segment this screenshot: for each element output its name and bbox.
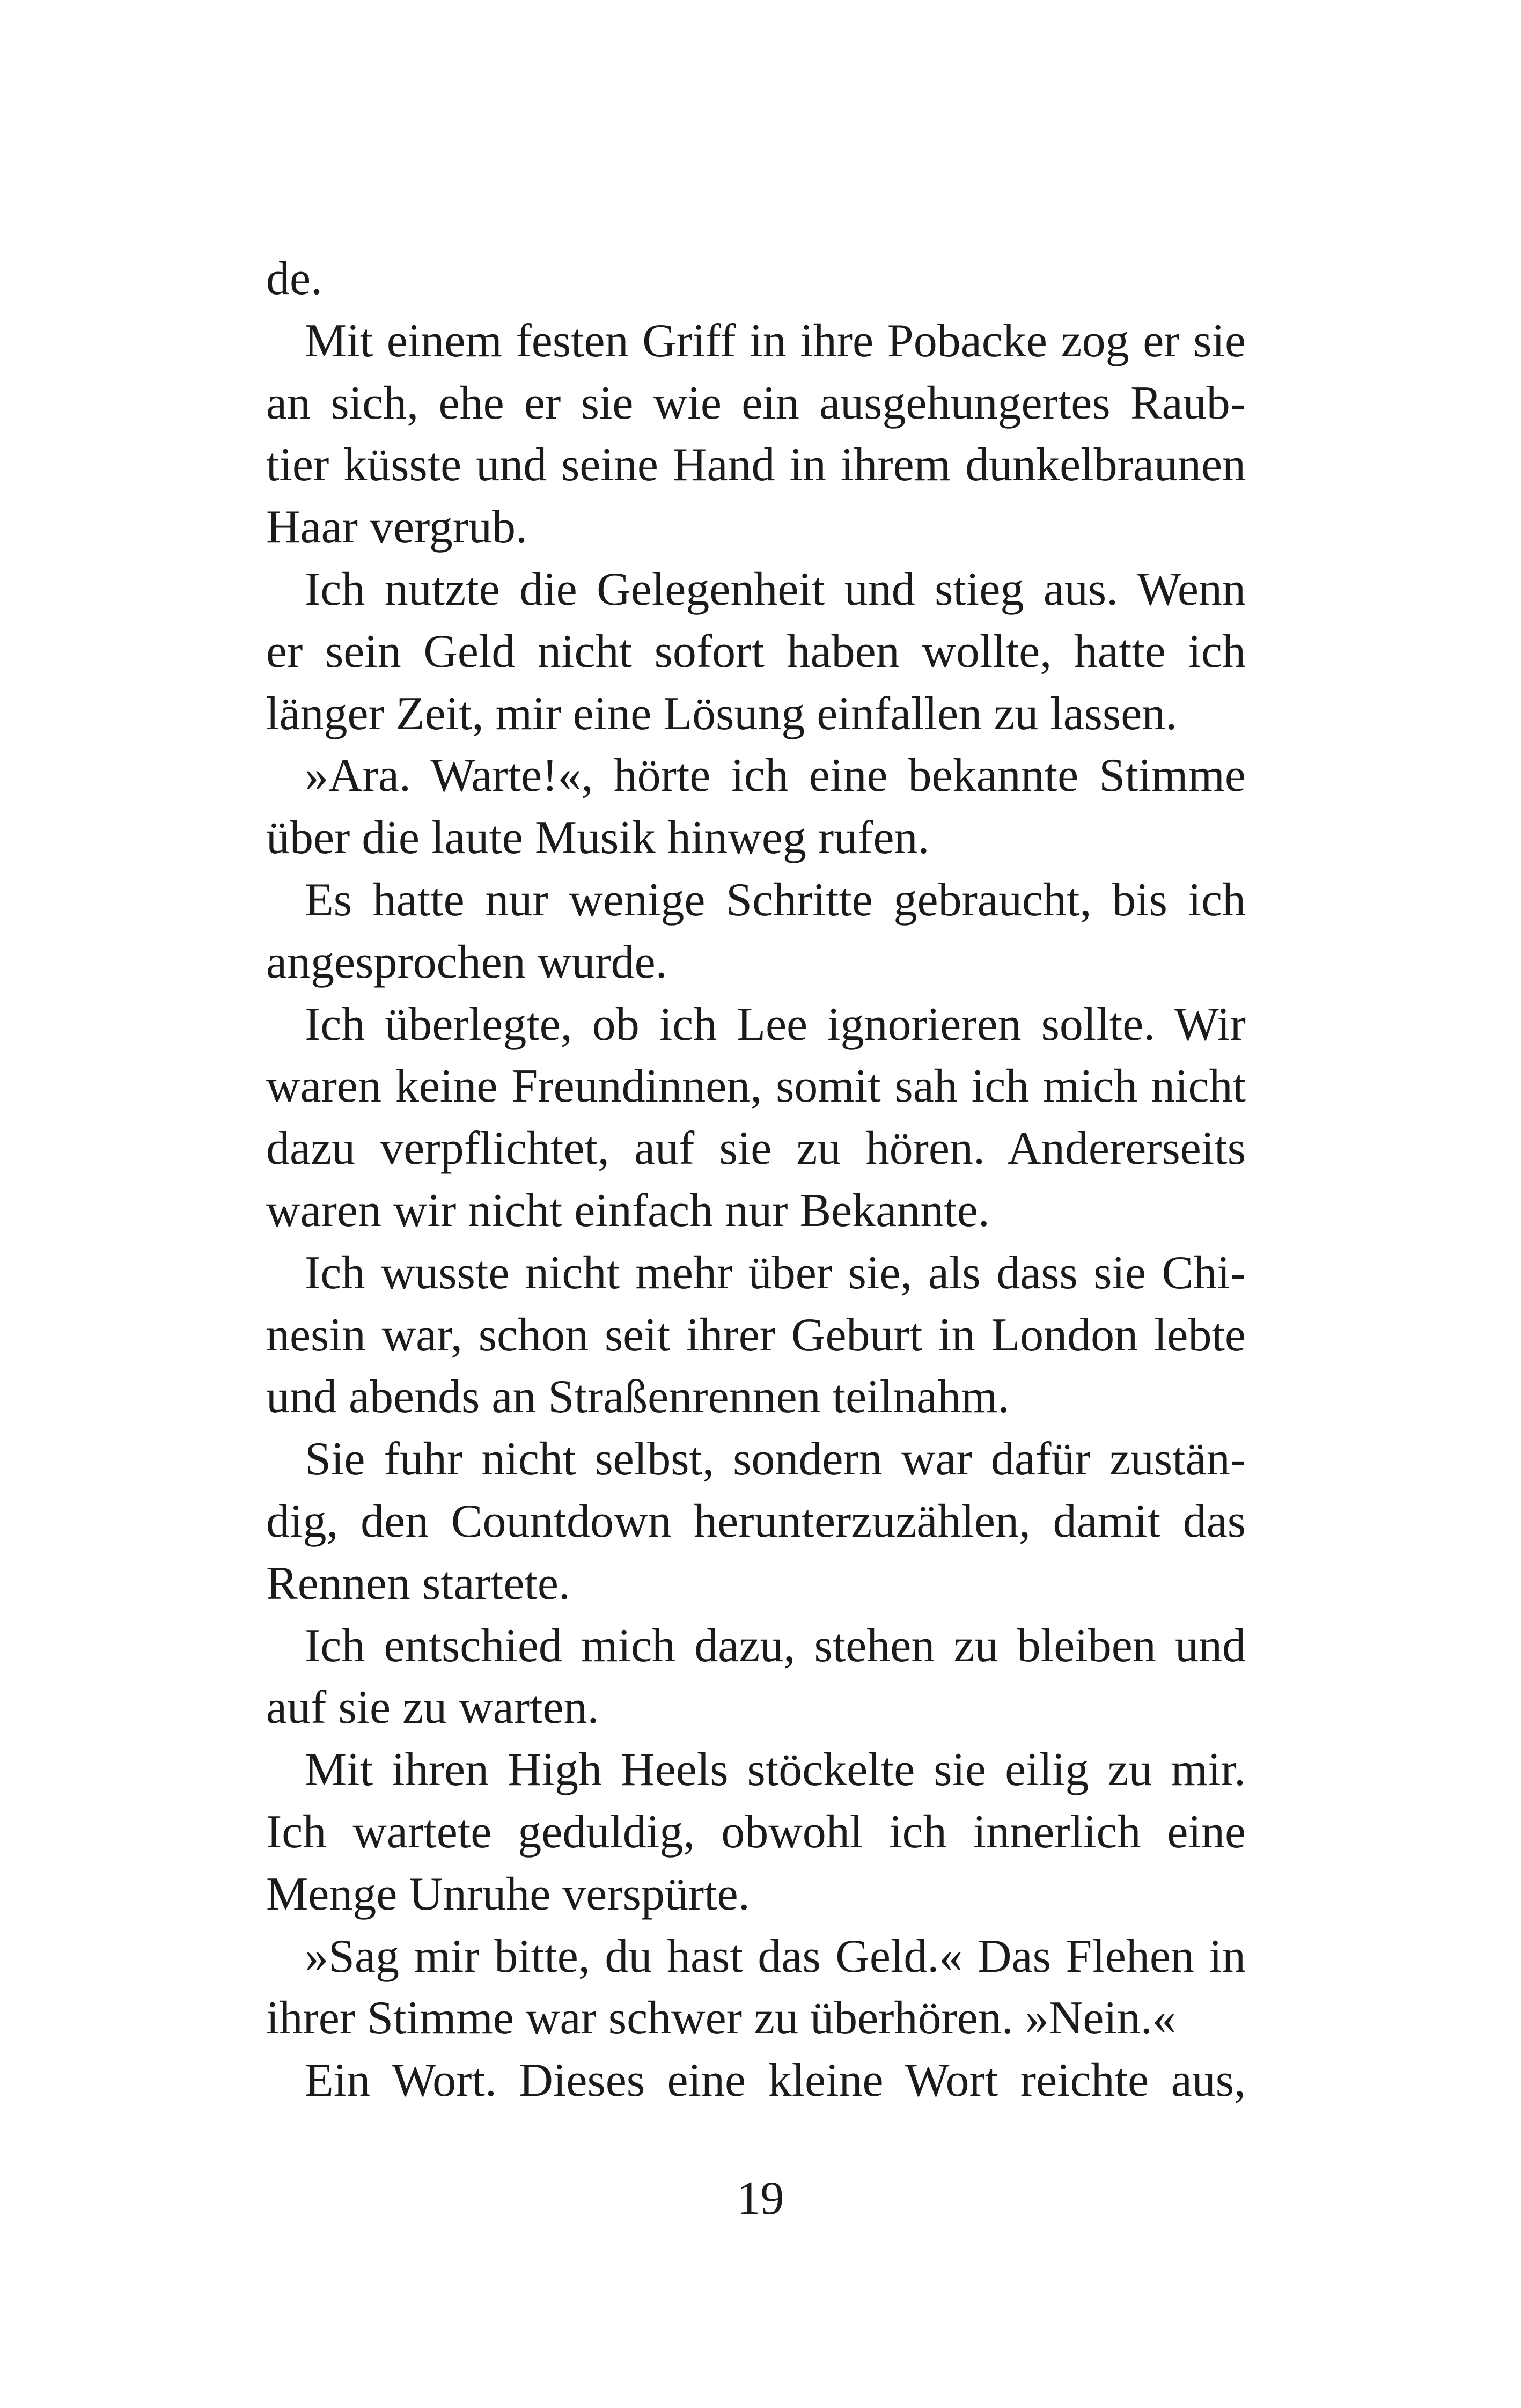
text-line: länger Zeit, mir eine Lösung einfallen zu lassen. <box>266 687 1178 740</box>
text-line: nesin war, schon seit ihrer Geburt in London lebte <box>266 1309 1246 1361</box>
text-line: ihrer Stimme war schwer zu überhören. »Nein.« <box>266 1992 1176 2045</box>
text-line: Menge Unruhe verspürte. <box>266 1868 750 1920</box>
text-line: Rennen startete. <box>266 1557 570 1610</box>
text-line: Ich wartete geduldig, obwohl ich innerlich eine <box>266 1805 1246 1858</box>
text-line: Ein Wort. Dieses eine kleine Wort reichte aus, <box>305 2054 1246 2107</box>
page-number: 19 <box>737 2172 784 2225</box>
text-line: an sich, ehe er sie wie ein ausgehungertes Raub- <box>266 377 1246 429</box>
text-line: Ich nutzte die Gelegenheit und stieg aus. Wenn <box>305 563 1246 615</box>
text-line: Ich entschied mich dazu, stehen zu bleiben und <box>305 1619 1246 1672</box>
text-line: auf sie zu warten. <box>266 1682 599 1734</box>
text-line: »Ara. Warte!«, hörte ich eine bekannte Stimme <box>305 750 1246 802</box>
text-line: er sein Geld nicht sofort haben wollte, hatte ich <box>266 625 1246 678</box>
text-line: über die laute Musik hinweg rufen. <box>266 812 930 864</box>
text-line: Es hatte nur wenige Schritte gebraucht, bis ich <box>305 873 1246 926</box>
text-line: und abends an Straßenrennen teilnahm. <box>266 1371 1010 1423</box>
text-line: Haar vergrub. <box>266 501 528 554</box>
text-line: waren keine Freundinnen, somit sah ich mich nicht <box>266 1060 1246 1113</box>
text-line: dazu verpflichtet, auf sie zu hören. Andererseits <box>266 1122 1246 1175</box>
text-line: angesprochen wurde. <box>266 936 667 988</box>
text-line: tier küsste und seine Hand in ihrem dunkelbraunen <box>266 439 1246 491</box>
text-line: Mit einem festen Griff in ihre Pobacke zog er sie <box>305 314 1246 367</box>
text-line: waren wir nicht einfach nur Bekannte. <box>266 1184 990 1237</box>
text-line: Ich wusste nicht mehr über sie, als dass sie Chi- <box>305 1246 1246 1299</box>
text-line: de. <box>266 253 323 305</box>
text-line: Ich überlegte, ob ich Lee ignorieren sollte. Wir <box>305 998 1246 1051</box>
body-text <box>266 248 1246 2112</box>
text-line: Sie fuhr nicht selbst, sondern war dafür zustän- <box>305 1433 1246 1486</box>
text-line: dig, den Countdown herunterzuzählen, damit das <box>266 1495 1246 1547</box>
text-line: Mit ihren High Heels stöckelte sie eilig zu mir. <box>305 1744 1246 1796</box>
text-line: »Sag mir bitte, du hast das Geld.« Das Flehen in <box>305 1930 1246 1983</box>
